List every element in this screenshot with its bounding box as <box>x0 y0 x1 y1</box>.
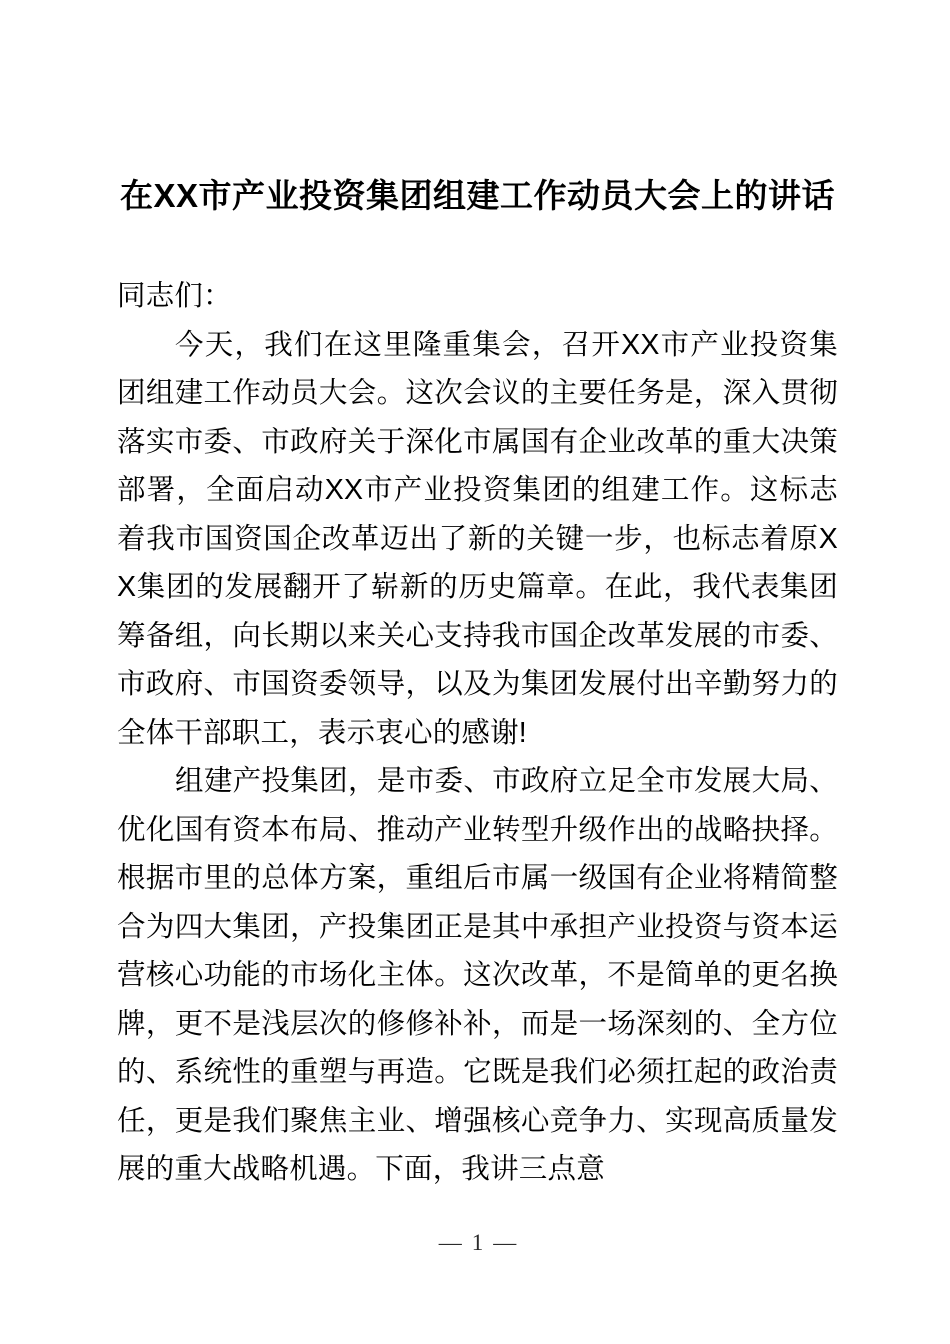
document-body <box>117 272 838 1194</box>
page-footer <box>117 1228 838 1258</box>
footer-dash-right: — <box>493 1230 517 1255</box>
footer-dash-left: — <box>438 1230 462 1255</box>
page-title: 在XX市产业投资集团组建工作动员大会上的讲话 <box>119 177 836 214</box>
salutation: 同志们： <box>117 280 232 312</box>
document-content <box>117 0 838 1194</box>
body-paragraph-1: 今天，我们在这里隆重集会，召开XX市产业投资集团组建工作动员大会。这次会议的主要任务是，深入贯彻落实市委、市政府关于深化市属国有企业改革的重大决策部署，全面启动XX市产业投资集团的组建工作。这标志着我市国资国企改革迈出了新的关键一步，也标志着原XX集团的发展翻开了崭新的历史篇章。在此，我代表集团筹备组，向长期以来关心支持我市国企改革发展的市委、市政府、市国资委领导，以及为集团发展付出辛勤努力的全体干部职工，表示衷心的感谢! <box>117 328 838 749</box>
page-number: 1 <box>471 1230 484 1255</box>
body-paragraph-2: 组建产投集团，是市委、市政府立足全市发展大局、优化国有资本布局、推动产业转型升级作出的战略抉择。根据市里的总体方案，重组后市属一级国有企业将精简整合为四大集团，产投集团正是其中承担产业投资与资本运营核心功能的市场化主体。这次改革，不是简单的更名换牌，更不是浅层次的修修补补，而是一场深刻的、全方位的、系统性的重塑与再造。它既是我们必须扛起的政治责任，更是我们聚焦主业、增强核心竞争力、实现高质量发展的重大战略机遇。下面，我讲三点意 <box>117 765 838 1185</box>
